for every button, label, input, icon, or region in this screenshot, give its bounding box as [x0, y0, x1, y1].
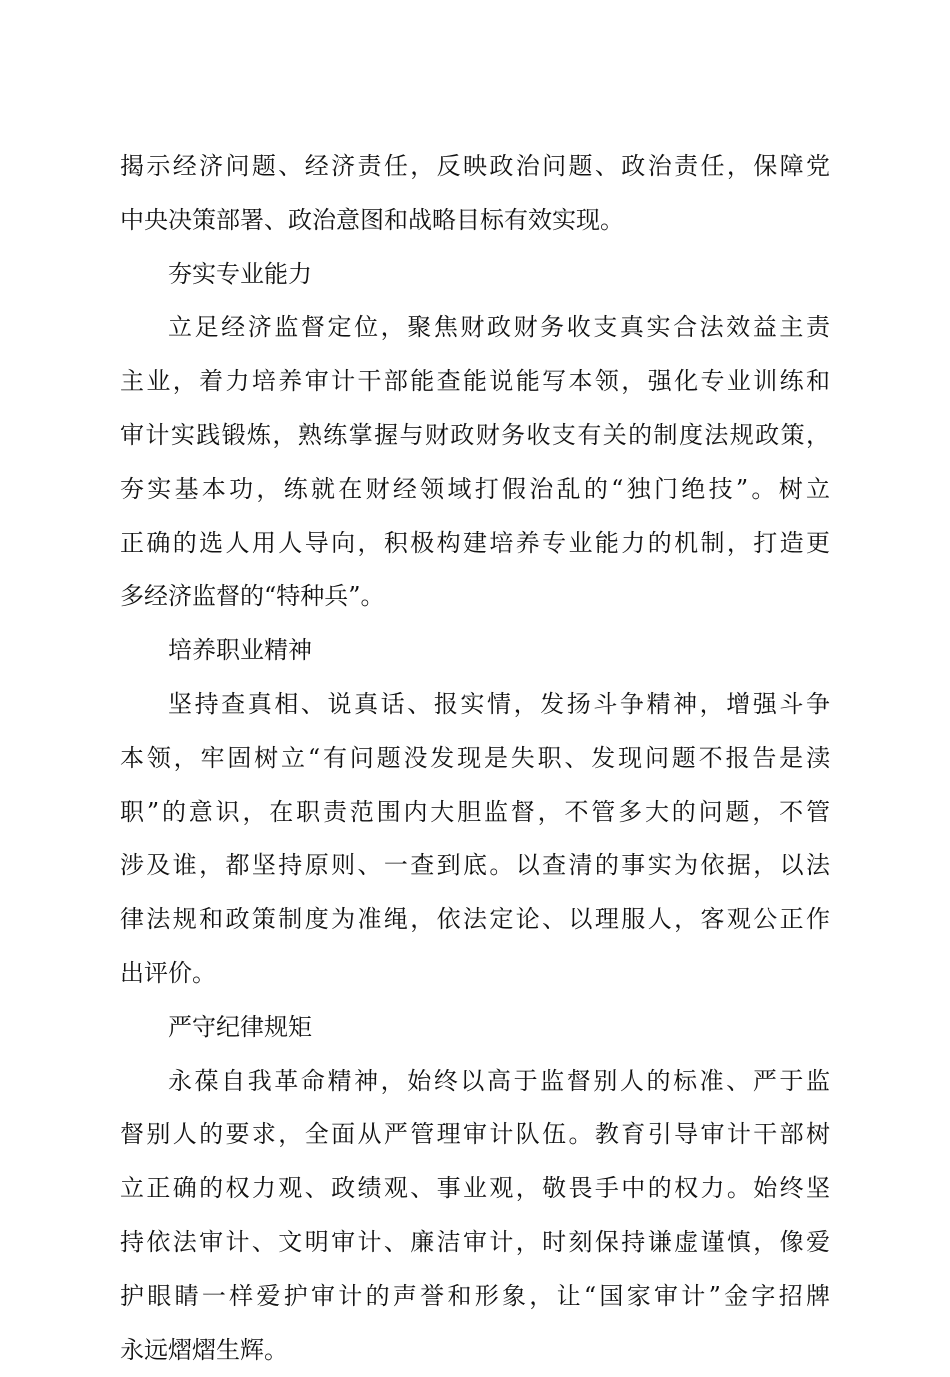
- paragraph-line: 多经济监督的“特种兵”。: [120, 582, 385, 611]
- section-heading: 夯实专业能力: [168, 259, 312, 288]
- paragraph-line: 中央决策部署、政治意图和战略目标有效实现。: [120, 205, 624, 234]
- paragraph-line: 本领，牢固树立“有问题没发现是失职、发现问题不报告是渎: [120, 743, 830, 772]
- paragraph-line: 主业，着力培养审计干部能查能说能写本领，强化专业训练和: [120, 367, 830, 396]
- paragraph-line: 审计实践锻炼，熟练掌握与财政财务收支有关的制度法规政策，: [120, 420, 830, 449]
- paragraph-line: 永远熠熠生辉。: [120, 1335, 288, 1364]
- paragraph-line: 立足经济监督定位，聚焦财政财务收支真实合法效益主责: [168, 313, 830, 342]
- paragraph-line: 夯实基本功，练就在财经领域打假治乱的“独门绝技”。树立: [120, 474, 830, 503]
- paragraph-line: 督别人的要求，全面从严管理审计队伍。教育引导审计干部树: [120, 1120, 830, 1149]
- paragraph-line: 出评价。: [120, 958, 216, 987]
- paragraph-line: 涉及谁，都坚持原则、一查到底。以查清的事实为依据，以法: [120, 851, 830, 880]
- paragraph-line: 立正确的权力观、政绩观、事业观，敬畏手中的权力。始终坚: [120, 1174, 830, 1203]
- paragraph-line: 坚持查真相、说真话、报实情，发扬斗争精神，增强斗争: [168, 689, 830, 718]
- paragraph-line: 律法规和政策制度为准绳，依法定论、以理服人，客观公正作: [120, 905, 830, 934]
- paragraph-line: 揭示经济问题、经济责任，反映政治问题、政治责任，保障党: [120, 152, 830, 180]
- paragraph-line: 职”的意识，在职责范围内大胆监督，不管多大的问题，不管: [120, 797, 830, 826]
- paragraph-line: 永葆自我革命精神，始终以高于监督别人的标准、严于监: [168, 1066, 830, 1095]
- paragraph-line: 持依法审计、文明审计、廉洁审计，时刻保持谦虚谨慎，像爱: [120, 1227, 830, 1256]
- document-page: [120, 140, 830, 1377]
- paragraph-line: 护眼睛一样爱护审计的声誉和形象，让“国家审计”金字招牌: [120, 1281, 830, 1310]
- section-heading: 培养职业精神: [168, 636, 312, 665]
- paragraph-line: 正确的选人用人导向，积极构建培养专业能力的机制，打造更: [120, 528, 830, 557]
- section-heading: 严守纪律规矩: [168, 1012, 312, 1041]
